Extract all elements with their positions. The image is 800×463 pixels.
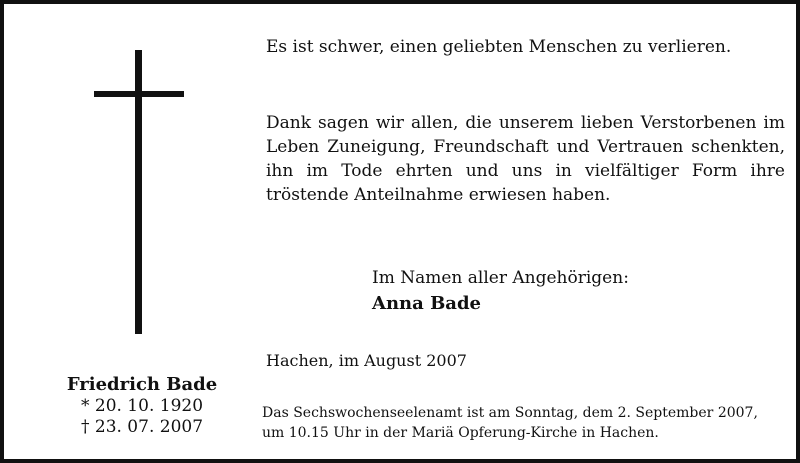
thanks-line: Dank sagen wir allen, die unserem lieben Verstorbenen im — [266, 113, 785, 133]
thanks-line: tröstende Anteilnahme erwiesen haben. — [266, 185, 611, 205]
cross-icon-horizontal-bar — [94, 91, 184, 97]
place-date: Hachen, im August 2007 — [266, 351, 467, 370]
family-intro: Im Namen aller Angehörigen: — [372, 268, 629, 288]
deceased-name: Friedrich Bade — [66, 374, 218, 395]
birth-date: * 20. 10. 1920 — [80, 396, 204, 416]
death-date: † 23. 07. 2007 — [80, 417, 204, 437]
service-announcement — [262, 403, 792, 443]
thanks-line: ihn im Tode ehrten und uns in vielfältiger Form ihre — [266, 161, 785, 181]
family-signature — [372, 266, 629, 316]
service-line: Das Sechswochenseelenamt ist am Sonntag, dem 2. September 2007, — [262, 405, 758, 421]
family-name: Anna Bade — [372, 293, 481, 314]
thanks-paragraph — [266, 111, 785, 207]
service-line: um 10.15 Uhr in der Mariä Opferung-Kirche in Hachen. — [262, 425, 659, 441]
opening-line: Es ist schwer, einen geliebten Menschen zu verlieren. — [266, 37, 732, 57]
thanks-line: Leben Zuneigung, Freundschaft und Vertrauen schenkten, — [266, 137, 785, 157]
deceased-block — [42, 374, 242, 438]
